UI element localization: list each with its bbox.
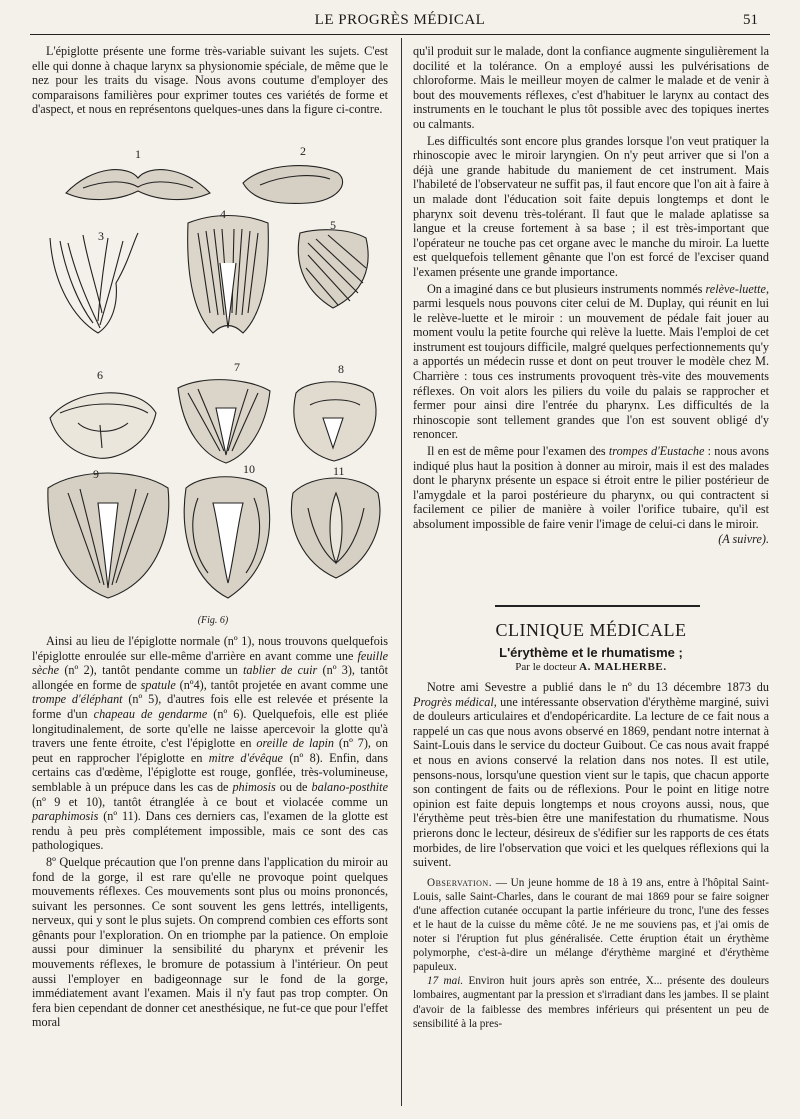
epiglottis-engraving — [38, 143, 388, 613]
figure-label-4: 4 — [220, 207, 226, 221]
observation-date-paragraph: 17 mai. Environ huit jours après son entrée, X... présente des douleurs lombaires, augmentant par la pression et s'irradiant dans les jambes. Il se plaint d'avoir de la faiblesse des membres inférieurs qui présentent un peu de sensibilité à la pres- — [413, 975, 769, 1030]
figure-label-3: 3 — [98, 229, 104, 243]
to-be-continued: (A suivre). — [718, 531, 769, 546]
figure-label-8: 8 — [338, 362, 344, 376]
figure-caption: (Fig. 6) — [197, 615, 229, 626]
instruments-paragraph: On a imaginé dans ce but plusieurs instruments nommés relève-luette, parmi lesquels nous pouvons citer celui de M. Duplay, qui réunit en lui le relève-luette et le miroir : un mouvement de pédale fait jouer au moment voulu la petite fourche qui relève la luette. Mais l'emploi de cet instrument est toujours difficile, malgré quelques perfectionnements qu'y a apportés un médecin russe et dont on peut trouver le modèle chez M. Charrière : tous ces instruments provoquent très-vite des mouvements réflexes. On voit alors les piliers du voile du palais se rapprocher et fermer pour ainsi dire l'entrée du pharynx. Les difficultés de la rhinoscopie sont tellement grandes que l'on est souvent obligé d'y renoncer. — [413, 281, 769, 442]
epiglottis-intro-paragraph: L'épiglotte présente une forme très-variable suivant les sujets. C'est elle qui donne à chaque larynx sa physionomie spéciale, de même que le nez pour les traits du visage. Nous avons coutume d'employer des comparaisons familières pour exprimer toutes ces variétés de forme et d'aspect, et nous en représentons quelques-unes dans la figure ci-contre. — [32, 44, 388, 117]
right-column-top — [413, 44, 769, 546]
right-column-bottom — [413, 680, 769, 1031]
observation-paragraph: Observation. — Un jeune homme de 18 à 19 ans, entre à l'hôpital Saint-Louis, salle Saint-Charles, dans le courant de mai 1869 pour se faire soigner d'une affection cutanée occupant la partie inférieure du tronc, l'une des fesses et le haut de la cuisse du même côté. Je ne me souviens pas, et j'ai omis de noter si l'éruption fut plus généralisée. Cette éruption était un érythème polymorphe, c'est-à-dire un mélange d'érythème marginé et d'érythème papuleux. — [413, 876, 769, 974]
figure-label-6: 6 — [97, 368, 103, 382]
figure-label-7: 7 — [234, 360, 240, 374]
figure-label-11: 11 — [333, 464, 345, 478]
rhinoscopy-paragraph: Les difficultés sont encore plus grandes lorsque l'on veut pratiquer la rhinoscopie avec le miroir laryngien. On n'y peut arriver que si l'on a déjà une grande habitude du maniement de cet instrument. Mais l'habileté de l'observateur ne suffit pas, il faut encore que l'on ait à faire à un malade dont l'éducation soit faite depuis longtemps et dont le pharynx soit devenu très-tolérant. Il faut que le malade aplatisse sa langue et la creuse fortement à sa base ; il est très-important que l'opérateur ne touche pas cet organe avec le manche du miroir. La luette est quelquefois tellement gênante que l'on est forcé de l'exciser quand l'examen présente une grande importance. — [413, 133, 769, 279]
column-divider — [401, 38, 402, 1106]
article-title: L'érythème et le rhumatisme ; — [499, 645, 683, 660]
article-intro-paragraph: Notre ami Sevestre a publié dans le nº du 13 décembre 1873 du Progrès médical, une intéressante observation d'érythème marginé, suivi de douleurs articulaires et d'endopéricardite. La lecture de ce fait nous a rappelé un cas que nous avons observé en 1869, pendant notre internat à Saint-Louis dans le service du docteur Guibout. Ce cas nous avait frappé et nous en avions conservé la relation dans nos notes. Il est utile, pensons-nous, lorsqu'une question vient sur le tapis, que chacun apporte son contingent de faits ou de réflexions. Pour le point en litige notre opinion est faite depuis longtemps et nous croyons aussi, nous, que l'érythème peut très-bien être une manifestation du rhumatisme. Nous prierons donc le lecteur, désireux de s'édifier sur les rapports de ces états morbides, de lire l'observation que voici et les quelques réflexions qui la suivent. — [413, 680, 769, 870]
figure-label-2: 2 — [300, 144, 306, 158]
epiglottis-varieties-paragraph: Ainsi au lieu de l'épiglotte normale (nº 1), nous trouvons quelquefois l'épiglotte enroulée sur elle-même d'arrière en avant comme une feuille sèche (nº 2), tantôt pendante comme un tablier de cuir (nº 3), tantôt allongée en forme de spatule (nº4), tantôt projetée en avant comme une trompe d'éléphant (nº 5), d'autres fois elle est relevée et présente la forme d'un chapeau de gendarme (nº 6). Quelquefois, elle est pliée longitudinalement, de sorte qu'elle ne laisse apercevoir la glotte qu'à travers une fente étroite, c'est l'épiglotte en oreille de lapin (nº 7), on peut en rapprocher l'épiglotte en mitre d'évêque (nº 8). Enfin, dans certains cas d'œdème, l'épiglotte est rouge, gonflée, très-volumineuse, semblable à un prépuce dans les cas de phimosis ou de balano-posthite (nº 9 et 10), tantôt étranglée à ce bout et violacée comme un paraphimosis (nº 11). Dans ces derniers cas, l'examen de la glotte est rendu à peu près complétement impossible, mais ce sont des cas pathologiques. — [32, 634, 389, 853]
figure-label-1: 1 — [135, 147, 141, 161]
figure-label-5: 5 — [330, 218, 336, 232]
figure-label-10: 10 — [243, 462, 255, 476]
left-column-top — [32, 44, 388, 117]
reflex-movements-paragraph: 8º Quelque précaution que l'on prenne dans l'application du miroir au fond de la gorge, il est rare qu'elle ne provoque point quelques mouvements réflexes. Ces mouvements sont plus ou moins prononcés, suivant les personnes. Ce sont souvent les gens lettrés, intelligents, nerveux, qui y sont le plus sujets. On comprend combien ces efforts sont gênants pour l'exploration. On en triomphe par la patience. On emploie aussi pour diminuer la sensibilité du pharynx et prévenir les mouvements réflexes, le bromure de potassium à l'intérieur. On peut aussi l'employer en badigeonnage sur le fond de la gorge, immédiatement avant l'examen. Mais il n'y faut pas trop compter. On fera bien cependant de donner cet anesthésique, ne fut-ce que pour l'effet moral — [32, 854, 388, 1030]
figure-label-9: 9 — [93, 467, 99, 481]
byline: Par le docteur A. MALHERBE. — [515, 661, 667, 673]
section-rule — [495, 605, 700, 607]
header-rule — [30, 34, 770, 35]
eustachian-paragraph: Il en est de même pour l'examen des trompes d'Eustache : nous avons indiqué plus haut la position à donner au miroir, mais il est des malades dont le pharynx présente un espace si étroit entre le pilier postérieur de l'amygdale et la paroi postérieure du pharynx, ou qui contractent si facilement ce pilier de manière à voiler l'orifice tubaire, qu'il est absolument impossible de faire venir l'image de celui-ci dans le miroir. (A suivre). — [413, 444, 769, 546]
section-title: CLINIQUE MÉDICALE — [495, 620, 687, 640]
page-header — [0, 0, 800, 40]
page-number: 51 — [743, 12, 758, 28]
continuation-paragraph: qu'il produit sur le malade, dont la confiance augmente singulièrement la docilité et la tolérance. On a employé aussi les pulvérisations de chloroforme. Mais le meilleur moyen de calmer le malade et de venir à bout des mouvements réflexes, c'est d'habituer le larynx au contact des instruments en le touchant le plus tôt possible avec des topiques inertes ou calmants. — [413, 44, 769, 131]
running-title: LE PROGRÈS MÉDICAL — [314, 12, 486, 28]
epiglottis-figure — [38, 143, 388, 628]
left-column-bottom — [32, 634, 388, 1030]
